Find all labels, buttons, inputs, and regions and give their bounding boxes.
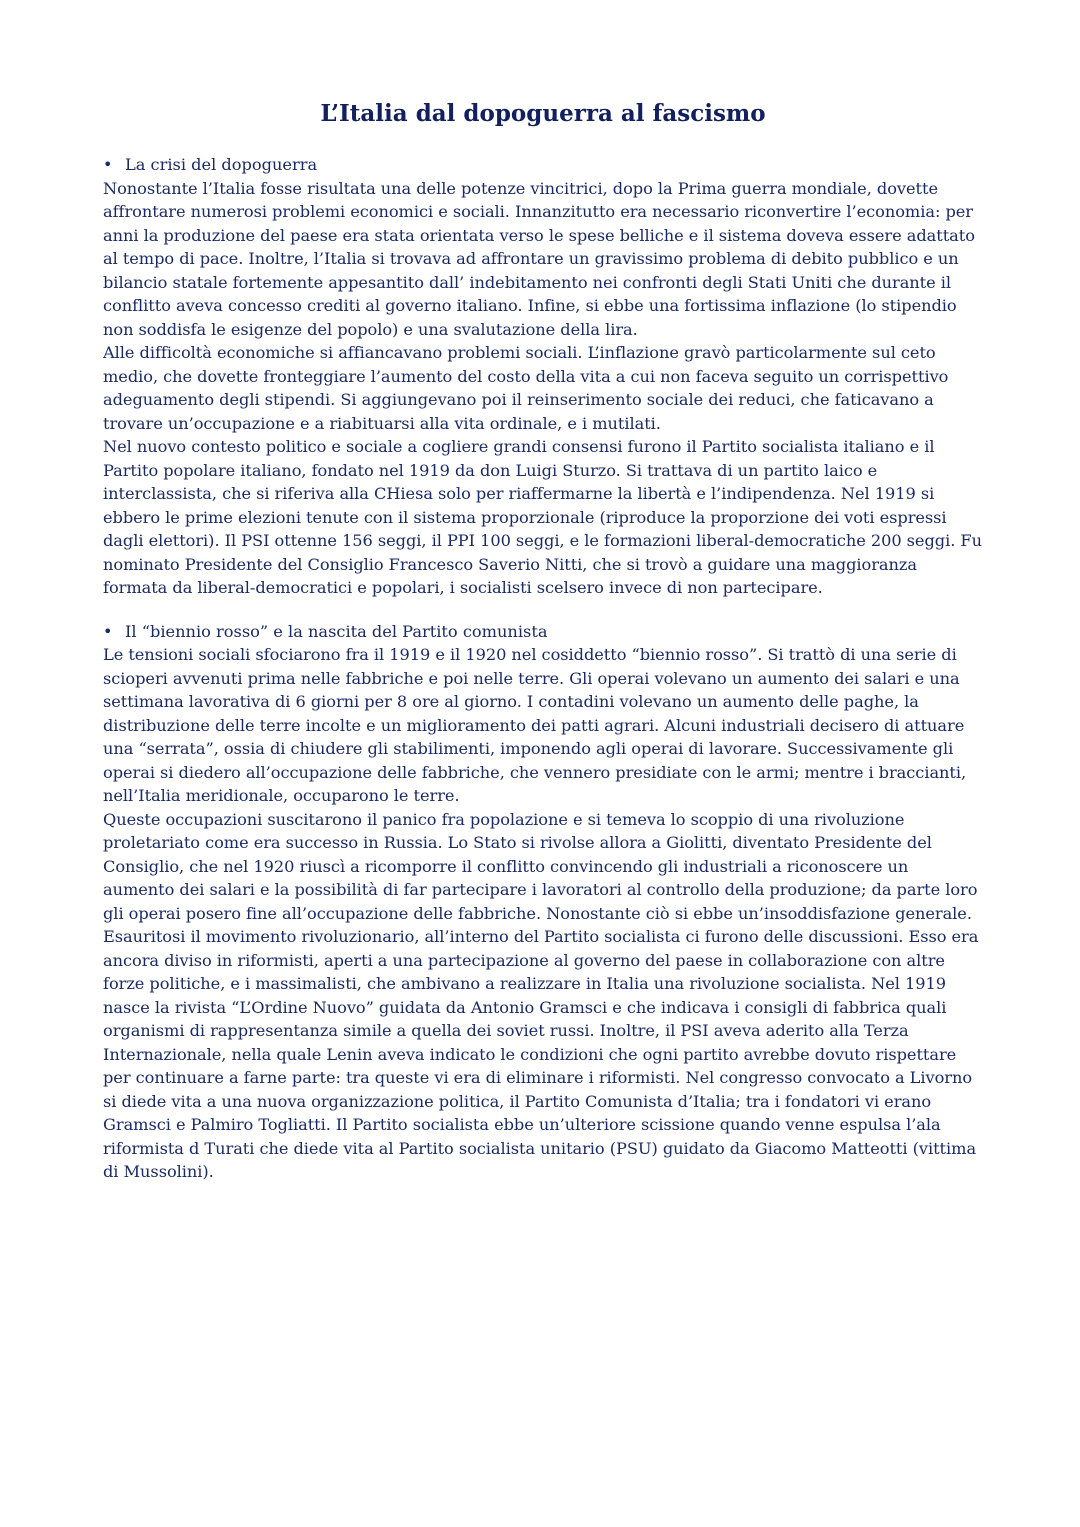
paragraph: Esauritosi il movimento rivoluzionario, all’interno del Partito socialista ci furono delle discussioni. Esso era ancora diviso in riformisti, aperti a una partecipazione al governo del paese in collaborazione con altre forze politiche, e i massimalisti, che ambivano a realizzare in Italia una rivoluzione socialista. Nel 1919 nasce la rivista “L’Ordine Nuovo” guidata da Antonio Gramsci e che indicava i consigli di fabbrica quali organismi di rappresentanza simile a quella dei soviet russi. Inoltre, il PSI aveva aderito alla Terza Internazionale, nella quale Lenin aveva indicato le condizioni che ogni partito avrebbe dovuto rispettare per continuare a farne parte: tra queste vi era di eliminare i riformisti. Nel congresso convocato a Livorno si diede vita a una nuova organizzazione politica, il Partito Comunista d’Italia; tra i fondatori vi erano Gramsci e Palmiro Togliatti. Il Partito socialista ebbe un’ulteriore scissione quando venne espulsa l’ala riformista d Turati che diede vita al Partito socialista unitario (PSU) guidato da Giacomo Matteotti (vittima di Mussolini).: [103, 927, 979, 1181]
paragraph: Queste occupazioni suscitarono il panico fra popolazione e si temeva lo scoppio di una rivoluzione proletariato come era successo in Russia. Lo Stato si rivolse allora a Giolitti, diventato Presidente del Consiglio, che nel 1920 riuscì a ricomporre il conflitto convincendo gli industriali a riconoscere un aumento dei salari e la possibilità di far partecipare i lavoratori al controllo della produzione; da parte loro gli operai posero fine all’occupazione delle fabbriche. Nonostante ciò si ebbe un’insoddisfazione generale.: [103, 809, 978, 923]
section-heading: [103, 153, 983, 177]
section-red-biennium: [103, 620, 983, 1184]
section-heading: [103, 620, 983, 644]
page-title: L’Italia dal dopoguerra al fascismo: [320, 100, 766, 127]
bullet-icon: •: [103, 621, 113, 641]
bullet-icon: •: [103, 155, 113, 174]
paragraph: Nonostante l’Italia fosse risultata una delle potenze vincitrici, dopo la Prima guerra mondiale, dovette affrontare numerosi problemi economici e sociali. Innanzitutto era necessario riconvertire l’economia: per anni la produzione del paese era stata orientata verso le spese belliche e il sistema doveva essere adattato al tempo di pace. Inoltre, l’Italia si trovava ad affrontare un gravissimo problema di debito pubblico e un bilancio statale fortemente appesantito dall’ indebitamento nei confronti degli Stati Uniti che durante il conflitto aveva concesso crediti al governo italiano. Infine, si ebbe una fortissima inflazione (lo stipendio non soddisfa le esigenze del popolo) e una svalutazione della lira.: [103, 178, 975, 339]
section-postwar-crisis: [103, 153, 983, 600]
section-heading-text: Il “biennio rosso” e la nascita del Partito comunista: [125, 621, 548, 641]
document-page: [103, 100, 983, 1204]
paragraph: Alle difficoltà economiche si affiancavano problemi sociali. L’inflazione gravò particolarmente sul ceto medio, che dovette fronteggiare l’aumento del costo della vita a cui non faceva seguito un corrispettivo adeguamento degli stipendi. Si aggiungevano poi il reinserimento sociale dei reduci, che faticavano a trovare un’occupazione e a riabituarsi alla vita ordinale, e i mutilati.: [103, 343, 949, 433]
paragraph: Nel nuovo contesto politico e sociale a cogliere grandi consensi furono il Partito socialista italiano e il Partito popolare italiano, fondato nel 1919 da don Luigi Sturzo. Si trattava di un partito laico e interclassista, che si riferiva alla CHiesa solo per riaffermarne la libertà e l’indipendenza. Nel 1919 si ebbero le prime elezioni tenute con il sistema proporzionale (riproduce la proporzione dei voti espressi dagli elettori). Il PSI ottenne 156 seggi, il PPI 100 seggi, e le formazioni liberal-democratiche 200 seggi. Fu nominato Presidente del Consiglio Francesco Saverio Nitti, che si trovò a guidare una maggioranza formata da liberal-democratici e popolari, i socialisti scelsero invece di non partecipare.: [103, 437, 982, 597]
paragraph: Le tensioni sociali sfociarono fra il 1919 e il 1920 nel cosiddetto “biennio rosso”. Si trattò di una serie di scioperi avvenuti prima nelle fabbriche e poi nelle terre. Gli operai volevano un aumento dei salari e una settimana lavorativa di 6 giorni per 8 ore al giorno. I contadini volevano un aumento delle paghe, la distribuzione delle terre incolte e un miglioramento dei patti agrari. Alcuni industriali decisero di attuare una “serrata”, ossia di chiudere gli stabilimenti, imponendo agli operai di lavorare. Successivamente gli operai si diedero all’occupazione delle fabbriche, che vennero presidiate con le armi; mentre i braccianti, nell’Italia meridionale, occuparono le terre.: [103, 645, 967, 805]
section-heading-text: La crisi del dopoguerra: [125, 155, 318, 174]
